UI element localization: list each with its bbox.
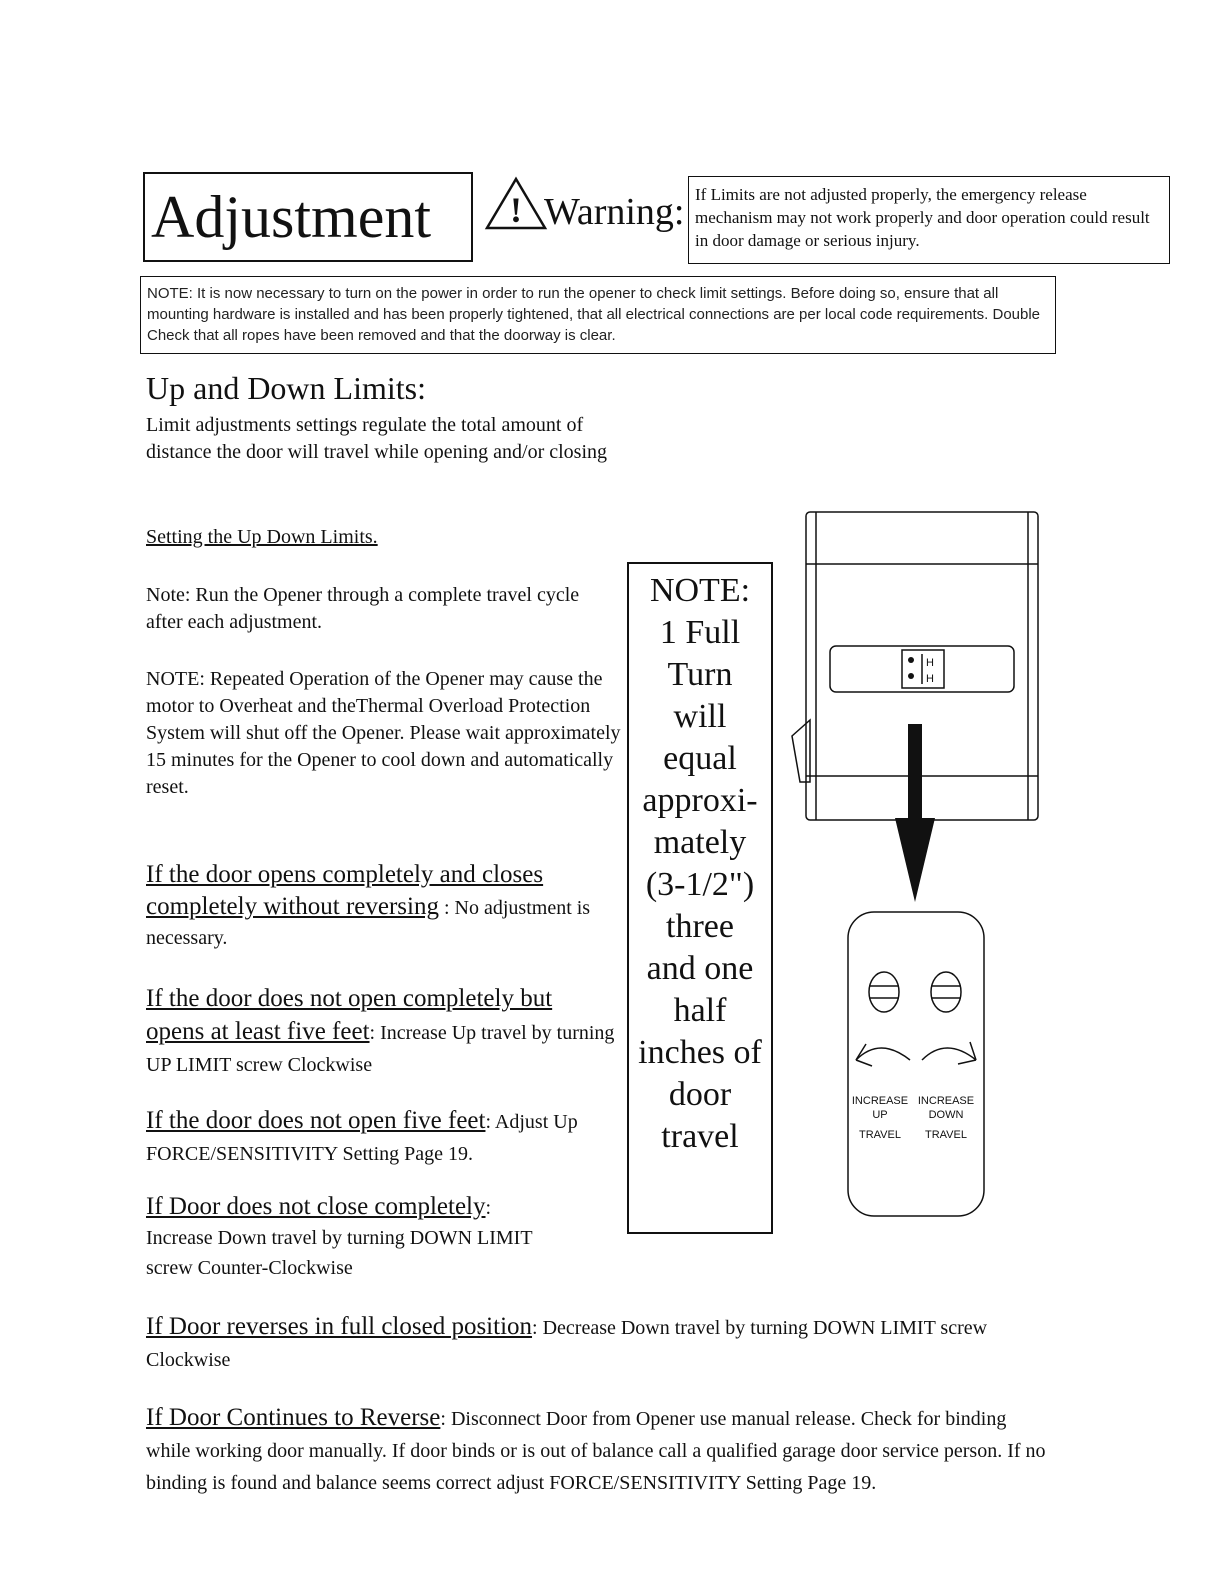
case-action: Adjust Up FORCE/SENSITIVITY Setting Page 19. — [146, 1111, 578, 1165]
label-increase-up-3: TRAVEL — [859, 1129, 901, 1141]
svg-text:H: H — [926, 673, 934, 685]
case-no-reverse: If the door opens completely and closes completely without reversing : No adjustment is necessary. — [146, 861, 591, 949]
screw-icon — [869, 972, 961, 1012]
warning-triangle-icon — [484, 176, 548, 232]
section-heading: Up and Down Limits: — [146, 370, 426, 406]
section-intro: Limit adjustments settings regulate the total amount of distance the door will travel while opening and/or closing — [146, 414, 607, 463]
case-action: Increase Down travel by turning DOWN LIMIT screw Counter-Clockwise — [146, 1227, 533, 1279]
svg-text:!: ! — [510, 190, 522, 230]
case-continues-reverse: If Door Continues to Reverse: Disconnect Door from Opener use manual release. Check for binding while working door manually. If door binds or is out of balance call a qualified garage door service person. If no binding is found and balance seems correct adjust FORCE/SENSITIVITY Setting Page 19. — [146, 1404, 1046, 1494]
turn-equals-note: NOTE: 1 Full Turn will equal approxi- mately (3-1/2") three and one half inches of door travel — [627, 562, 773, 1234]
svg-text:H: H — [926, 657, 934, 669]
case-condition: If Door does not close completely — [146, 1193, 486, 1220]
limit-screws-icon — [908, 657, 934, 685]
page-title: Adjustment — [143, 172, 473, 262]
label-increase-up-1: INCREASE — [851, 1095, 909, 1107]
opener-diagram — [780, 500, 1060, 1240]
case-not-five-feet: If the door does not open five feet: Adjust Up FORCE/SENSITIVITY Setting Page 19. — [146, 1107, 578, 1165]
note-run-cycle: Note: Run the Opener through a complete travel cycle after each adjustment. — [146, 584, 580, 633]
case-not-close: If Door does not close completely: Increase Down travel by turning DOWN LIMIT screw Counter-Clockwise — [146, 1193, 533, 1279]
case-action: No adjustment is necessary. — [146, 897, 591, 949]
case-condition: If the door does not open completely but opens at least five feet — [146, 985, 553, 1045]
case-action: Increase Up travel by turning UP LIMIT screw Clockwise — [146, 1022, 615, 1076]
case-action: Disconnect Door from Opener use manual release. Check for binding while working door manually. If door binds or is out of balance call a qualified garage door service person. If no binding is found and balance seems correct adjust FORCE/SENSITIVITY Setting Page 19. — [146, 1408, 1046, 1494]
section-subheading: Setting the Up Down Limits. — [146, 526, 378, 548]
case-condition: If the door opens completely and closes completely without reversing — [146, 861, 544, 920]
warning-text: If Limits are not adjusted properly, the emergency release mechanism may not work properly and door operation could result in door damage or serious injury. — [688, 176, 1170, 264]
case-condition: If Door Continues to Reverse — [146, 1404, 441, 1431]
curved-arrow-icon — [856, 1042, 976, 1066]
case-condition: If the door does not open five feet — [146, 1107, 486, 1134]
power-note: NOTE: It is now necessary to turn on the power in order to run the opener to check limit settings. Before doing so, ensure that all mounting hardware is installed and has been properly tightened, that all electrical connections are per local code requirements. Double Check that all ropes have been removed and that the doorway is clear. — [140, 276, 1056, 354]
case-reverses-closed: If Door reverses in full closed position: Decrease Down travel by turning DOWN LIMIT screw Clockwise — [146, 1313, 988, 1371]
note-overheat: NOTE: Repeated Operation of the Opener may cause the motor to Overheat and theThermal Overload Protection System will shut off the Opener. Please wait approximately 15 minutes for the Opener to cool down and automatically reset. — [146, 668, 621, 798]
label-increase-up-2: UP — [872, 1109, 888, 1121]
case-open-five-feet: If the door does not open completely but opens at least five feet: Increase Up travel by turning UP LIMIT screw Clockwise — [146, 985, 615, 1076]
label-increase-down-2: DOWN — [928, 1109, 964, 1121]
label-increase-down-3: TRAVEL — [925, 1129, 967, 1141]
down-arrow-icon — [895, 724, 935, 902]
warning-label: Warning: — [544, 191, 685, 233]
case-condition: If Door reverses in full closed position — [146, 1313, 533, 1340]
case-action: Decrease Down travel by turning DOWN LIMIT screw Clockwise — [146, 1317, 988, 1371]
label-increase-down-1: INCREASE — [917, 1095, 975, 1107]
